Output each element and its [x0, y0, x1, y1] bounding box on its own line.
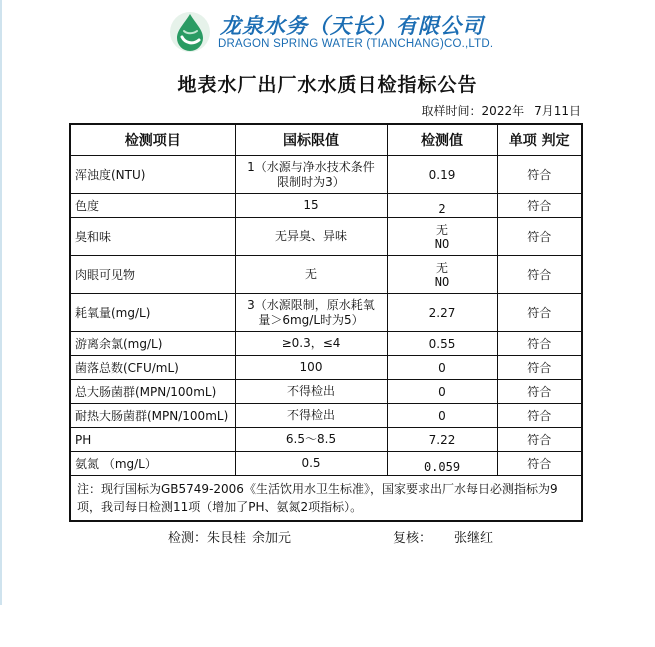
sample-date-label: 取样时间： [421, 104, 482, 118]
cell-value [387, 428, 497, 452]
review-label: 复核： [393, 531, 433, 546]
water-quality-table [69, 123, 583, 522]
limit-line: 0.5 [301, 456, 321, 470]
header-item: 检测项目 [70, 124, 235, 156]
table-row [70, 380, 582, 404]
cell-item: 氨氮 （mg/L） [70, 452, 235, 476]
cell-value [387, 332, 497, 356]
cell-judge: 符合 [497, 356, 582, 380]
limit-line: 不得检出 [286, 384, 335, 398]
table-row [70, 194, 582, 218]
limit-line: 1（水源与净水技术条件 [247, 159, 375, 174]
limit-line: 无 [304, 267, 317, 281]
limit-line: 量＞6mg/L时为5） [258, 312, 364, 327]
cell-judge: 符合 [497, 404, 582, 428]
sample-year: 2022年 [481, 104, 525, 118]
cell-value [387, 380, 497, 404]
cell-limit [235, 218, 387, 256]
value-line: 无 [435, 222, 448, 237]
cell-value [387, 194, 497, 218]
cell-item: 臭和味 [70, 218, 235, 256]
table-row [70, 452, 582, 476]
cell-limit [235, 356, 387, 380]
limit-line: 限制时为3） [277, 174, 345, 189]
cell-value [387, 256, 497, 294]
table-row [70, 428, 582, 452]
cell-limit [235, 404, 387, 428]
cell-item: 耐热大肠菌群(MPN/100mL) [70, 404, 235, 428]
value-line: 0 [438, 384, 446, 399]
limit-line: 15 [303, 198, 319, 212]
table-row [70, 156, 582, 194]
sample-date [422, 102, 581, 119]
cell-judge: 符合 [497, 294, 582, 332]
cell-judge: 符合 [497, 452, 582, 476]
limit-line: ≥0.3，≤4 [281, 336, 341, 350]
cell-value [387, 452, 497, 476]
cell-judge: 符合 [497, 194, 582, 218]
company-header [168, 10, 498, 58]
sample-day: 7月11日 [534, 104, 581, 118]
note-text: 注：现行国标为GB5749-2006《生活饮用水卫生标准》，国家要求出厂水每日必测指标为9项，我司每日检测11项（增加了PH、氨氮2项指标）。 [70, 476, 582, 522]
header-value: 检测值 [387, 124, 497, 156]
cell-limit [235, 428, 387, 452]
value-line: 0 [438, 408, 446, 423]
reviewer-line [393, 527, 493, 546]
table-row [70, 294, 582, 332]
cell-judge: 符合 [497, 156, 582, 194]
company-name-cn: 龙泉水务（天长）有限公司 [220, 13, 484, 38]
cell-item: 游离余氯(mg/L) [70, 332, 235, 356]
limit-line: 6.5～8.5 [285, 432, 337, 446]
cell-value [387, 218, 497, 256]
limit-line: 100 [299, 360, 323, 374]
header-judge: 单项 判定 [497, 124, 582, 156]
cell-item: 色度 [70, 194, 235, 218]
cell-limit [235, 332, 387, 356]
cell-limit [235, 194, 387, 218]
company-name-en: DRAGON SPRING WATER (TIANCHANG)CO.,LTD. [218, 38, 494, 50]
table-row [70, 404, 582, 428]
inspector-2: 余加元 [252, 531, 292, 546]
table-row [70, 218, 582, 256]
limit-line: 不得检出 [286, 408, 335, 422]
cell-limit [235, 380, 387, 404]
cell-judge: 符合 [497, 332, 582, 356]
table-row [70, 332, 582, 356]
cell-item: 菌落总数(CFU/mL) [70, 356, 235, 380]
cell-item: 总大肠菌群(MPN/100mL) [70, 380, 235, 404]
value-line: NO [434, 274, 450, 289]
inspect-label: 检测： [168, 531, 208, 546]
cell-item: 浑浊度(NTU) [70, 156, 235, 194]
cell-judge: 符合 [497, 218, 582, 256]
value-line: 无 [435, 260, 448, 275]
table-header-row [70, 124, 582, 156]
cell-judge: 符合 [497, 256, 582, 294]
cell-value [387, 404, 497, 428]
inspector-1: 朱艮桂 [207, 531, 247, 546]
cell-item: 肉眼可见物 [70, 256, 235, 294]
cell-limit [235, 452, 387, 476]
cell-limit [235, 156, 387, 194]
value-line: 2.27 [428, 305, 456, 320]
value-line: 0 [438, 360, 446, 375]
cell-limit [235, 256, 387, 294]
cell-judge: 符合 [497, 428, 582, 452]
value-line: 0.059 [423, 459, 461, 474]
cell-value [387, 356, 497, 380]
cell-judge: 符合 [497, 380, 582, 404]
table-row [70, 256, 582, 294]
cell-value [387, 294, 497, 332]
water-drop-logo-icon [168, 10, 212, 54]
value-line: 0.55 [428, 336, 456, 351]
value-line: 7.22 [428, 432, 456, 447]
note-row [70, 476, 582, 522]
cell-item: 耗氧量(mg/L) [70, 294, 235, 332]
page-title: 地表水厂出厂水水质日检指标公告 [177, 74, 478, 96]
value-line: NO [434, 236, 450, 251]
value-line: 2 [438, 201, 446, 216]
reviewer-name: 张继红 [454, 531, 494, 546]
limit-line: 3（水源限制，原水耗氧 [247, 297, 375, 312]
table-row [70, 356, 582, 380]
cell-limit [235, 294, 387, 332]
header-limit: 国标限值 [235, 124, 387, 156]
limit-line: 无异臭、异味 [274, 229, 347, 243]
value-line: 0.19 [428, 167, 456, 182]
cell-item: PH [70, 428, 235, 452]
cell-value [387, 156, 497, 194]
inspector-line [168, 527, 291, 546]
